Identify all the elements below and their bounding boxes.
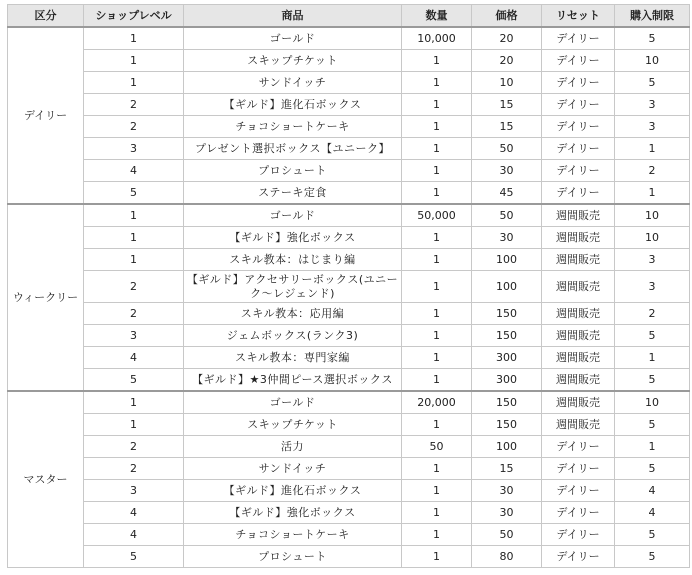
quantity-cell: 1 <box>402 325 472 347</box>
limit-cell: 5 <box>615 414 690 436</box>
price-cell: 150 <box>472 303 542 325</box>
item-cell: スキル教本：はじまり編 <box>184 249 402 271</box>
table-row <box>8 227 690 249</box>
quantity-cell: 1 <box>402 271 472 303</box>
shop-level-cell: 2 <box>84 458 184 480</box>
table-row <box>8 524 690 546</box>
item-cell: 【ギルド】進化石ボックス <box>184 480 402 502</box>
price-cell: 150 <box>472 414 542 436</box>
reset-cell: デイリー <box>542 480 615 502</box>
reset-cell: デイリー <box>542 27 615 50</box>
table-row <box>8 303 690 325</box>
price-cell: 30 <box>472 480 542 502</box>
reset-cell: デイリー <box>542 72 615 94</box>
reset-cell: 週間販売 <box>542 391 615 414</box>
limit-cell: 1 <box>615 138 690 160</box>
header-row <box>8 5 690 28</box>
reset-cell: デイリー <box>542 94 615 116</box>
shop-level-cell: 5 <box>84 182 184 205</box>
shop-level-cell: 3 <box>84 480 184 502</box>
limit-cell: 2 <box>615 303 690 325</box>
shop-level-cell: 1 <box>84 50 184 72</box>
reset-cell: 週間販売 <box>542 204 615 227</box>
price-cell: 45 <box>472 182 542 205</box>
table-row <box>8 72 690 94</box>
col-header-item: 商品 <box>184 5 402 28</box>
shop-level-cell: 4 <box>84 502 184 524</box>
group-2 <box>8 391 690 568</box>
table-row <box>8 116 690 138</box>
shop-level-cell: 2 <box>84 436 184 458</box>
quantity-cell: 1 <box>402 138 472 160</box>
limit-cell: 10 <box>615 204 690 227</box>
quantity-cell: 1 <box>402 347 472 369</box>
item-cell: ゴールド <box>184 391 402 414</box>
quantity-cell: 1 <box>402 72 472 94</box>
reset-cell: 週間販売 <box>542 227 615 249</box>
item-cell: 【ギルド】強化ボックス <box>184 227 402 249</box>
quantity-cell: 1 <box>402 50 472 72</box>
reset-cell: デイリー <box>542 502 615 524</box>
item-cell: ゴールド <box>184 204 402 227</box>
price-cell: 15 <box>472 116 542 138</box>
category-cell: デイリー <box>8 27 84 204</box>
item-cell: 【ギルド】★3仲間ピース選択ボックス <box>184 369 402 392</box>
limit-cell: 5 <box>615 27 690 50</box>
table-row <box>8 502 690 524</box>
limit-cell: 5 <box>615 72 690 94</box>
price-cell: 150 <box>472 325 542 347</box>
quantity-cell: 50 <box>402 436 472 458</box>
price-cell: 50 <box>472 524 542 546</box>
quantity-cell: 10,000 <box>402 27 472 50</box>
shop-level-cell: 1 <box>84 391 184 414</box>
price-cell: 100 <box>472 436 542 458</box>
group-0 <box>8 27 690 204</box>
item-cell: サンドイッチ <box>184 72 402 94</box>
shop-level-cell: 5 <box>84 546 184 568</box>
limit-cell: 5 <box>615 458 690 480</box>
price-cell: 20 <box>472 50 542 72</box>
shop-level-cell: 4 <box>84 160 184 182</box>
item-cell: プレゼント選択ボックス【ユニーク】 <box>184 138 402 160</box>
col-header-quantity: 数量 <box>402 5 472 28</box>
item-cell: 【ギルド】進化石ボックス <box>184 94 402 116</box>
table-row <box>8 480 690 502</box>
table-row <box>8 182 690 205</box>
table-row <box>8 546 690 568</box>
reset-cell: デイリー <box>542 116 615 138</box>
limit-cell: 3 <box>615 249 690 271</box>
guild-shop-table <box>7 4 690 568</box>
item-cell: ステーキ定食 <box>184 182 402 205</box>
quantity-cell: 1 <box>402 227 472 249</box>
shop-level-cell: 3 <box>84 138 184 160</box>
reset-cell: デイリー <box>542 138 615 160</box>
limit-cell: 10 <box>615 391 690 414</box>
limit-cell: 4 <box>615 502 690 524</box>
price-cell: 15 <box>472 458 542 480</box>
quantity-cell: 1 <box>402 480 472 502</box>
reset-cell: デイリー <box>542 458 615 480</box>
reset-cell: 週間販売 <box>542 303 615 325</box>
limit-cell: 3 <box>615 116 690 138</box>
item-cell: サンドイッチ <box>184 458 402 480</box>
shop-level-cell: 1 <box>84 27 184 50</box>
quantity-cell: 1 <box>402 160 472 182</box>
quantity-cell: 1 <box>402 458 472 480</box>
col-header-category: 区分 <box>8 5 84 28</box>
price-cell: 50 <box>472 138 542 160</box>
table-row <box>8 271 690 303</box>
category-cell: ウィークリー <box>8 204 84 391</box>
col-header-price: 価格 <box>472 5 542 28</box>
item-cell: ジェムボックス(ランク3) <box>184 325 402 347</box>
limit-cell: 1 <box>615 436 690 458</box>
table-row <box>8 50 690 72</box>
table-row <box>8 204 690 227</box>
table-row <box>8 138 690 160</box>
quantity-cell: 1 <box>402 546 472 568</box>
shop-level-cell: 1 <box>84 204 184 227</box>
reset-cell: 週間販売 <box>542 325 615 347</box>
reset-cell: 週間販売 <box>542 249 615 271</box>
col-header-limit: 購入制限 <box>615 5 690 28</box>
item-cell: 【ギルド】強化ボックス <box>184 502 402 524</box>
limit-cell: 10 <box>615 227 690 249</box>
limit-cell: 5 <box>615 524 690 546</box>
reset-cell: 週間販売 <box>542 271 615 303</box>
shop-level-cell: 2 <box>84 303 184 325</box>
quantity-cell: 1 <box>402 369 472 392</box>
quantity-cell: 1 <box>402 94 472 116</box>
limit-cell: 3 <box>615 94 690 116</box>
limit-cell: 5 <box>615 325 690 347</box>
limit-cell: 10 <box>615 50 690 72</box>
price-cell: 100 <box>472 271 542 303</box>
limit-cell: 4 <box>615 480 690 502</box>
item-cell: チョコショートケーキ <box>184 116 402 138</box>
limit-cell: 5 <box>615 546 690 568</box>
quantity-cell: 20,000 <box>402 391 472 414</box>
quantity-cell: 1 <box>402 303 472 325</box>
quantity-cell: 1 <box>402 182 472 205</box>
item-cell: 【ギルド】アクセサリーボックス(ユニーク～レジェンド) <box>184 271 402 303</box>
price-cell: 20 <box>472 27 542 50</box>
limit-cell: 2 <box>615 160 690 182</box>
item-cell: スキル教本：専門家編 <box>184 347 402 369</box>
table-row <box>8 458 690 480</box>
limit-cell: 1 <box>615 347 690 369</box>
reset-cell: デイリー <box>542 436 615 458</box>
table-row <box>8 436 690 458</box>
table-row <box>8 347 690 369</box>
reset-cell: デイリー <box>542 160 615 182</box>
table-row <box>8 391 690 414</box>
shop-level-cell: 1 <box>84 249 184 271</box>
item-cell: チョコショートケーキ <box>184 524 402 546</box>
quantity-cell: 1 <box>402 524 472 546</box>
table-row <box>8 160 690 182</box>
shop-level-cell: 4 <box>84 524 184 546</box>
price-cell: 10 <box>472 72 542 94</box>
shop-level-cell: 1 <box>84 414 184 436</box>
shop-level-cell: 5 <box>84 369 184 392</box>
table-row <box>8 325 690 347</box>
price-cell: 80 <box>472 546 542 568</box>
item-cell: スキル教本：応用編 <box>184 303 402 325</box>
col-header-shop-level: ショップレベル <box>84 5 184 28</box>
quantity-cell: 50,000 <box>402 204 472 227</box>
table-row <box>8 249 690 271</box>
price-cell: 300 <box>472 347 542 369</box>
shop-level-cell: 2 <box>84 94 184 116</box>
reset-cell: デイリー <box>542 546 615 568</box>
quantity-cell: 1 <box>402 502 472 524</box>
shop-level-cell: 1 <box>84 227 184 249</box>
quantity-cell: 1 <box>402 249 472 271</box>
shop-level-cell: 3 <box>84 325 184 347</box>
item-cell: 活力 <box>184 436 402 458</box>
reset-cell: デイリー <box>542 524 615 546</box>
reset-cell: 週間販売 <box>542 414 615 436</box>
group-1 <box>8 204 690 391</box>
price-cell: 100 <box>472 249 542 271</box>
quantity-cell: 1 <box>402 116 472 138</box>
table-row <box>8 369 690 392</box>
shop-level-cell: 4 <box>84 347 184 369</box>
quantity-cell: 1 <box>402 414 472 436</box>
col-header-reset: リセット <box>542 5 615 28</box>
price-cell: 300 <box>472 369 542 392</box>
shop-level-cell: 2 <box>84 271 184 303</box>
price-cell: 30 <box>472 502 542 524</box>
shop-level-cell: 2 <box>84 116 184 138</box>
limit-cell: 3 <box>615 271 690 303</box>
reset-cell: 週間販売 <box>542 369 615 392</box>
shop-level-cell: 1 <box>84 72 184 94</box>
item-cell: プロシュート <box>184 546 402 568</box>
reset-cell: デイリー <box>542 50 615 72</box>
item-cell: スキップチケット <box>184 50 402 72</box>
price-cell: 30 <box>472 227 542 249</box>
item-cell: プロシュート <box>184 160 402 182</box>
price-cell: 30 <box>472 160 542 182</box>
table-row <box>8 414 690 436</box>
reset-cell: 週間販売 <box>542 347 615 369</box>
category-cell: マスター <box>8 391 84 568</box>
limit-cell: 1 <box>615 182 690 205</box>
price-cell: 50 <box>472 204 542 227</box>
item-cell: スキップチケット <box>184 414 402 436</box>
table-row <box>8 27 690 50</box>
table-row <box>8 94 690 116</box>
price-cell: 150 <box>472 391 542 414</box>
item-cell: ゴールド <box>184 27 402 50</box>
reset-cell: デイリー <box>542 182 615 205</box>
price-cell: 15 <box>472 94 542 116</box>
limit-cell: 5 <box>615 369 690 392</box>
